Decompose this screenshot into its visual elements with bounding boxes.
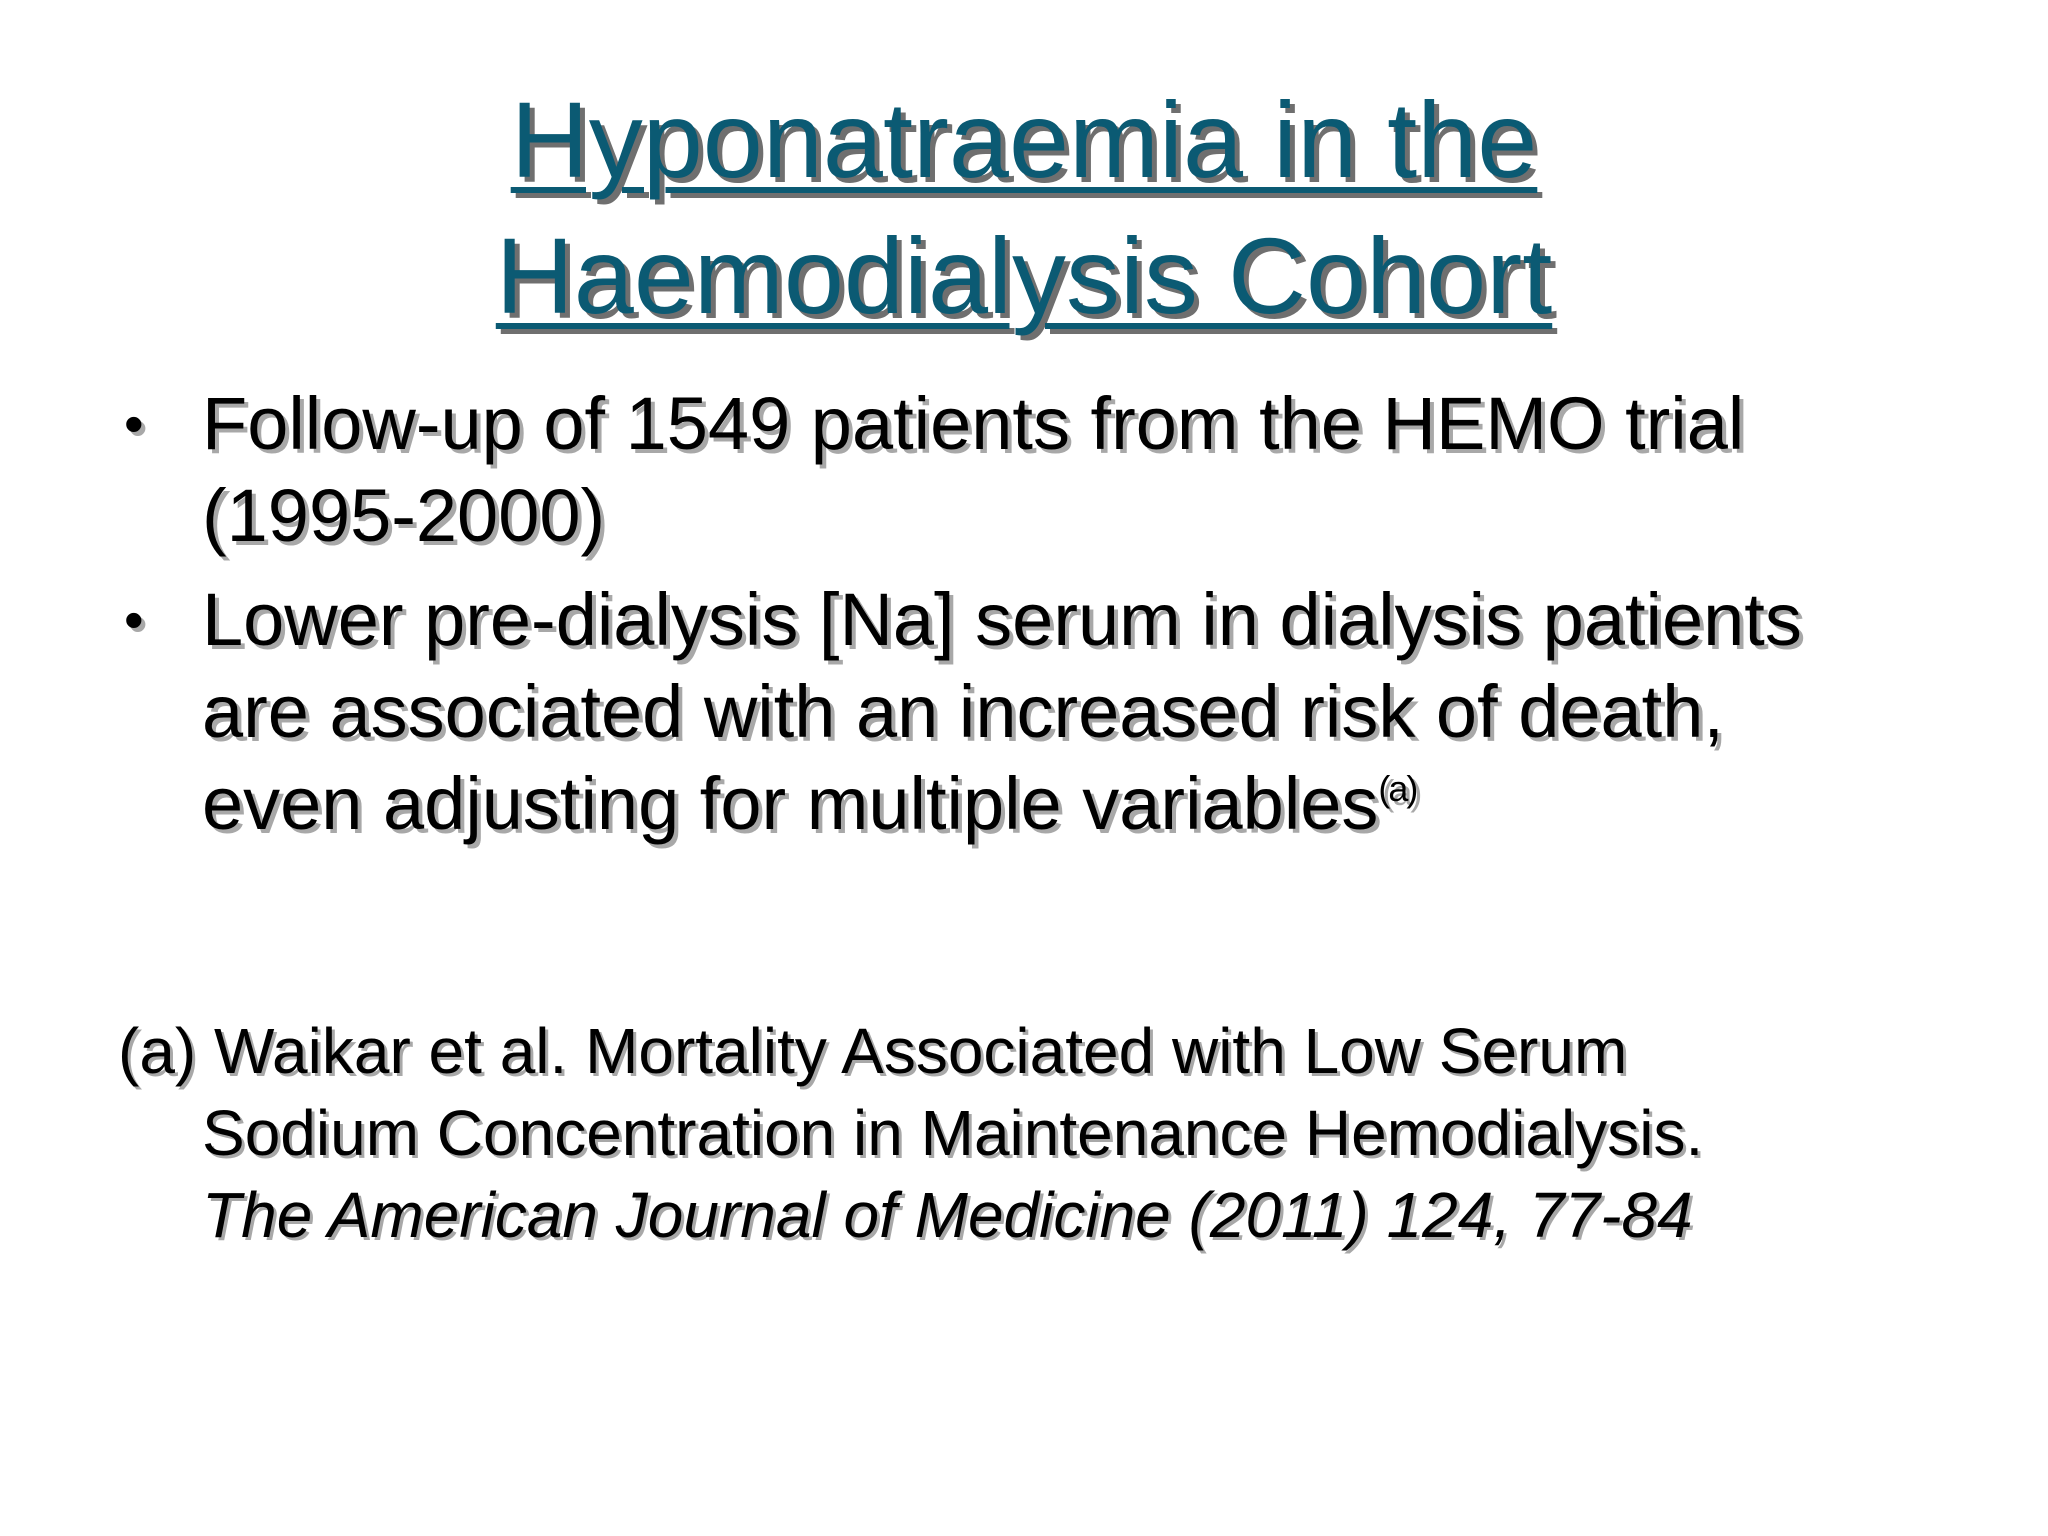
reference-line-1: (a) Waikar et al. Mortality Associated with Low Serum	[118, 1015, 1628, 1087]
bullet-text-line-1: Lower pre-dialysis [Na] serum in dialysis patients	[202, 578, 1802, 661]
bullet-point-icon: •	[124, 588, 144, 651]
bullet-list	[118, 378, 1998, 862]
citation-superscript: (a)	[1378, 768, 1417, 809]
bullet-text-line-2: are associated with an increased risk of death,	[202, 670, 1724, 753]
slide-title-line-2: Haemodialysis Cohort	[495, 215, 1553, 336]
slide-title-line-1: Hyponatraemia in the	[510, 79, 1538, 200]
bullet-text-line-1: Follow-up of 1549 patients from the HEMO trial	[202, 382, 1745, 465]
bullet-text-line-3: even adjusting for multiple variables	[202, 762, 1379, 845]
bullet-item-sodium-risk	[118, 574, 1998, 850]
slide-title	[0, 72, 2048, 344]
bullet-point-icon: •	[124, 392, 144, 455]
reference-citation	[118, 1010, 1998, 1256]
reference-line-2: Sodium Concentration in Maintenance Hemodialysis.	[202, 1097, 1704, 1169]
bullet-item-hemo-followup	[118, 378, 1998, 562]
bullet-text-line-2: (1995-2000)	[202, 474, 606, 557]
reference-journal: The American Journal of Medicine (2011) 124, 77-84	[202, 1179, 1693, 1251]
